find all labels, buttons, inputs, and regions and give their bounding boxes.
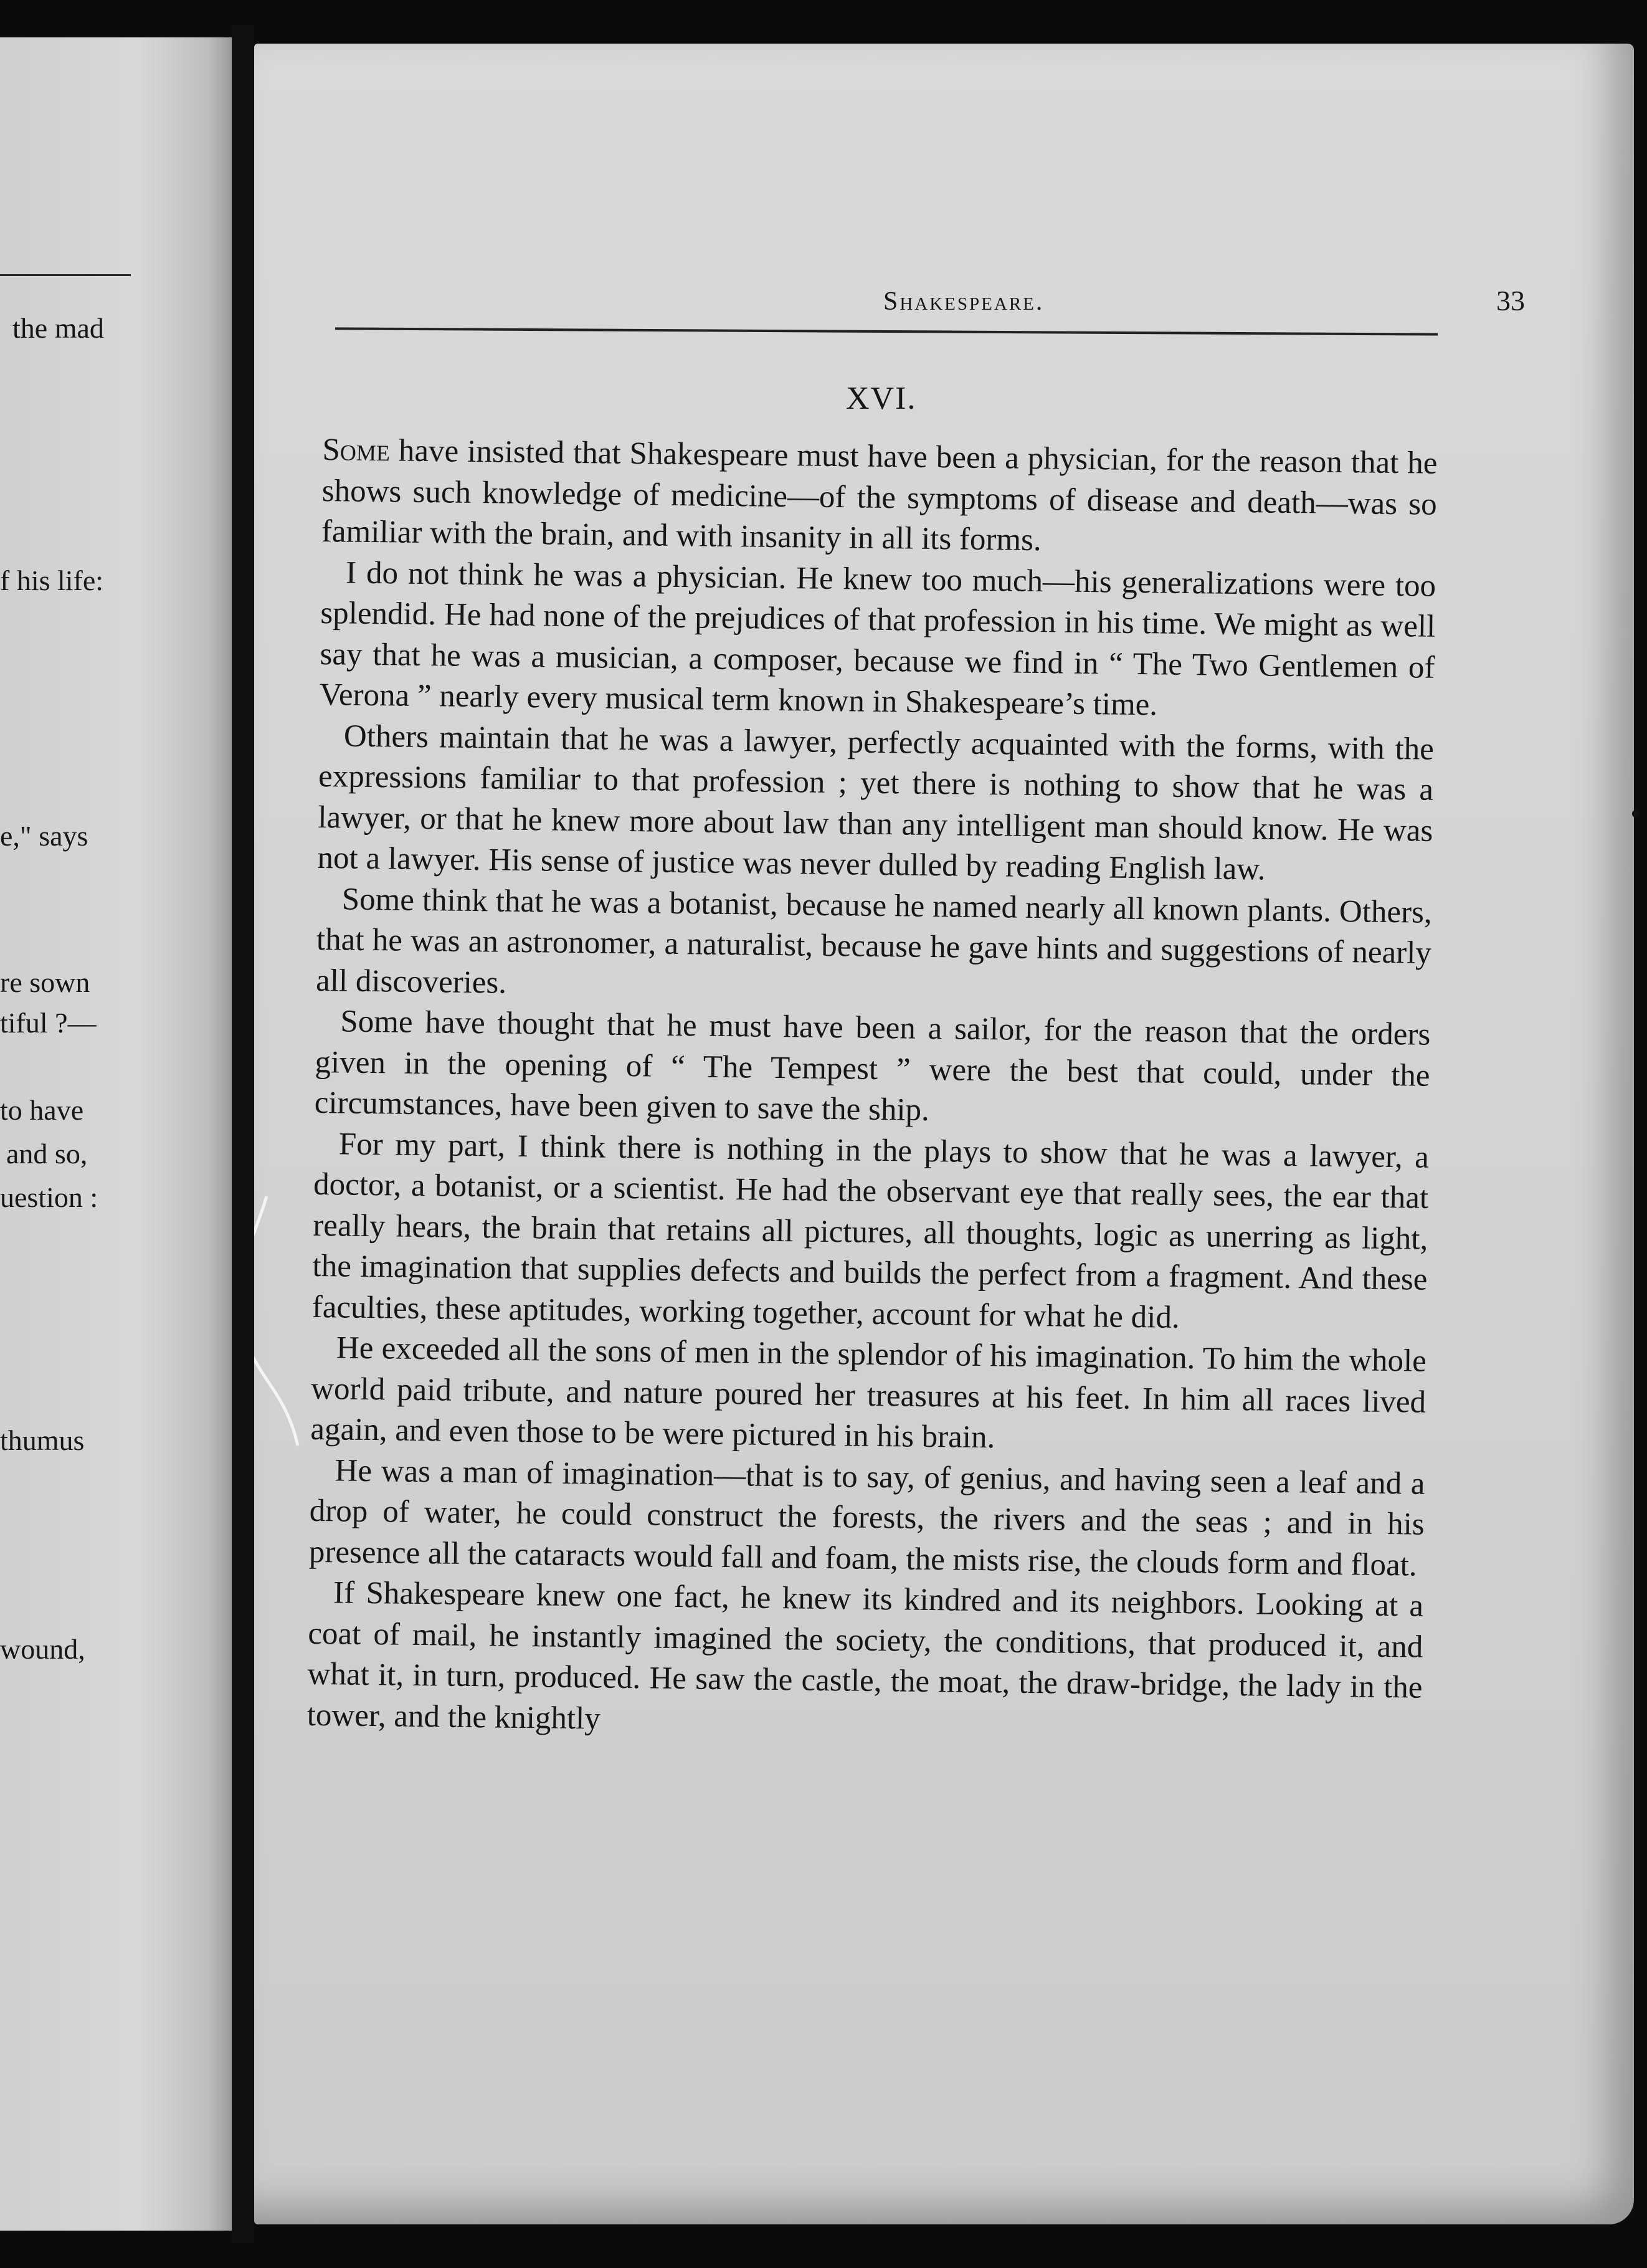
page-number: 33 xyxy=(1496,285,1525,317)
left-page-line: and so, xyxy=(6,1138,88,1170)
left-page-line: f his life: xyxy=(0,565,104,596)
left-page-line: to have xyxy=(0,1094,84,1126)
running-title: Shakespeare. xyxy=(883,287,1045,316)
paragraph: He was a man of imagination—that is to say, of genius, and having seen a leaf and a drop of water, he could construct the forests, the rivers and the seas ; and in his presence all the cataracts would fall and foam, the mists rise, the clouds form and float. xyxy=(308,1452,1425,1583)
left-page-line: wound, xyxy=(0,1633,85,1665)
left-page-line: thumus xyxy=(0,1424,85,1456)
paragraph: If Shakespeare knew one fact, he knew its kindred and its neighbors. Looking at a coat of mail, he instantly imagined the society, the conditions, that produced it, and what it, in turn, produced. He saw the castle, the moat, the draw-bridge, the lady in the tower, and the knightly xyxy=(306,1575,1424,1737)
paragraph: He exceeded all the sons of men in the splendor of his imagination. To him the whole world paid tribute, and nature poured her treasures at his feet. In him all races lived again, and even those to be were pictured in his brain. xyxy=(310,1330,1427,1456)
section-number: XVI. xyxy=(846,381,917,416)
left-page-edge xyxy=(0,37,232,2231)
margin-scratch-mark xyxy=(254,1190,304,1452)
paragraph: For my part, I think there is nothing in the plays to show that he was a lawyer, a doctor, a botanist, or a scientist. He had the observant eye that really sees, the ear that really hears, the brain that retains all pictures, all thoughts, logic as unerring as light, the imagination that supplies defects and builds the perfect from a fragment. And these faculties, these aptitudes, working together, account for what he did. xyxy=(311,1126,1430,1335)
paragraph xyxy=(321,430,1438,566)
left-page-line: the mad xyxy=(12,312,104,344)
left-header-rule xyxy=(0,274,131,276)
paragraph: Some have thought that he must have been a sailor, for the reason that the orders given in the opening of “ The Tempest ” were the best that could, under the circumstances, have been given to save the ship. xyxy=(314,1004,1431,1128)
running-head xyxy=(354,287,1525,330)
paragraph: Some think that he was a botanist, because he named nearly all known plants. Others, that he was an astronomer, a naturalist, because he gave hints and suggestions of nearly all discoveries. xyxy=(315,881,1433,1001)
left-page-line: e," says xyxy=(0,820,88,852)
left-page-line: tiful ?— xyxy=(0,1007,97,1039)
left-page-line: re sown xyxy=(0,966,90,998)
paragraph: I do not think he was a physician. He knew too much—his generalizations were too splendid. He had none of the prejudices of that profession in his time. We might as well say that he was a musician, a composer, because we find in “ The Two Gentlemen of Verona ” nearly every musical term known in Shakespeare’s time. xyxy=(319,555,1436,723)
dust-speck xyxy=(1632,810,1640,817)
body-text xyxy=(306,430,1437,1750)
left-page-line: uestion : xyxy=(0,1181,98,1213)
book-gutter xyxy=(232,25,254,2243)
paragraph: Others maintain that he was a lawyer, perfectly acquainted with the forms, with the expressions familiar to that profession ; yet there is nothing to show that he was a lawyer, or that he knew more about law than any intelligent man should know. He was not a lawyer. His sense of justice was never dulled by reading English law. xyxy=(317,718,1435,887)
paragraph-text: have insisted that Shakespeare must have been a physician, for the reason that he shows such knowledge of medicine—of the symptoms of disease and death—was so familiar with the brain, and with insanity in all its forms. xyxy=(321,433,1438,558)
paragraph-lead-word: Some xyxy=(322,432,391,469)
right-page xyxy=(254,44,1634,2224)
